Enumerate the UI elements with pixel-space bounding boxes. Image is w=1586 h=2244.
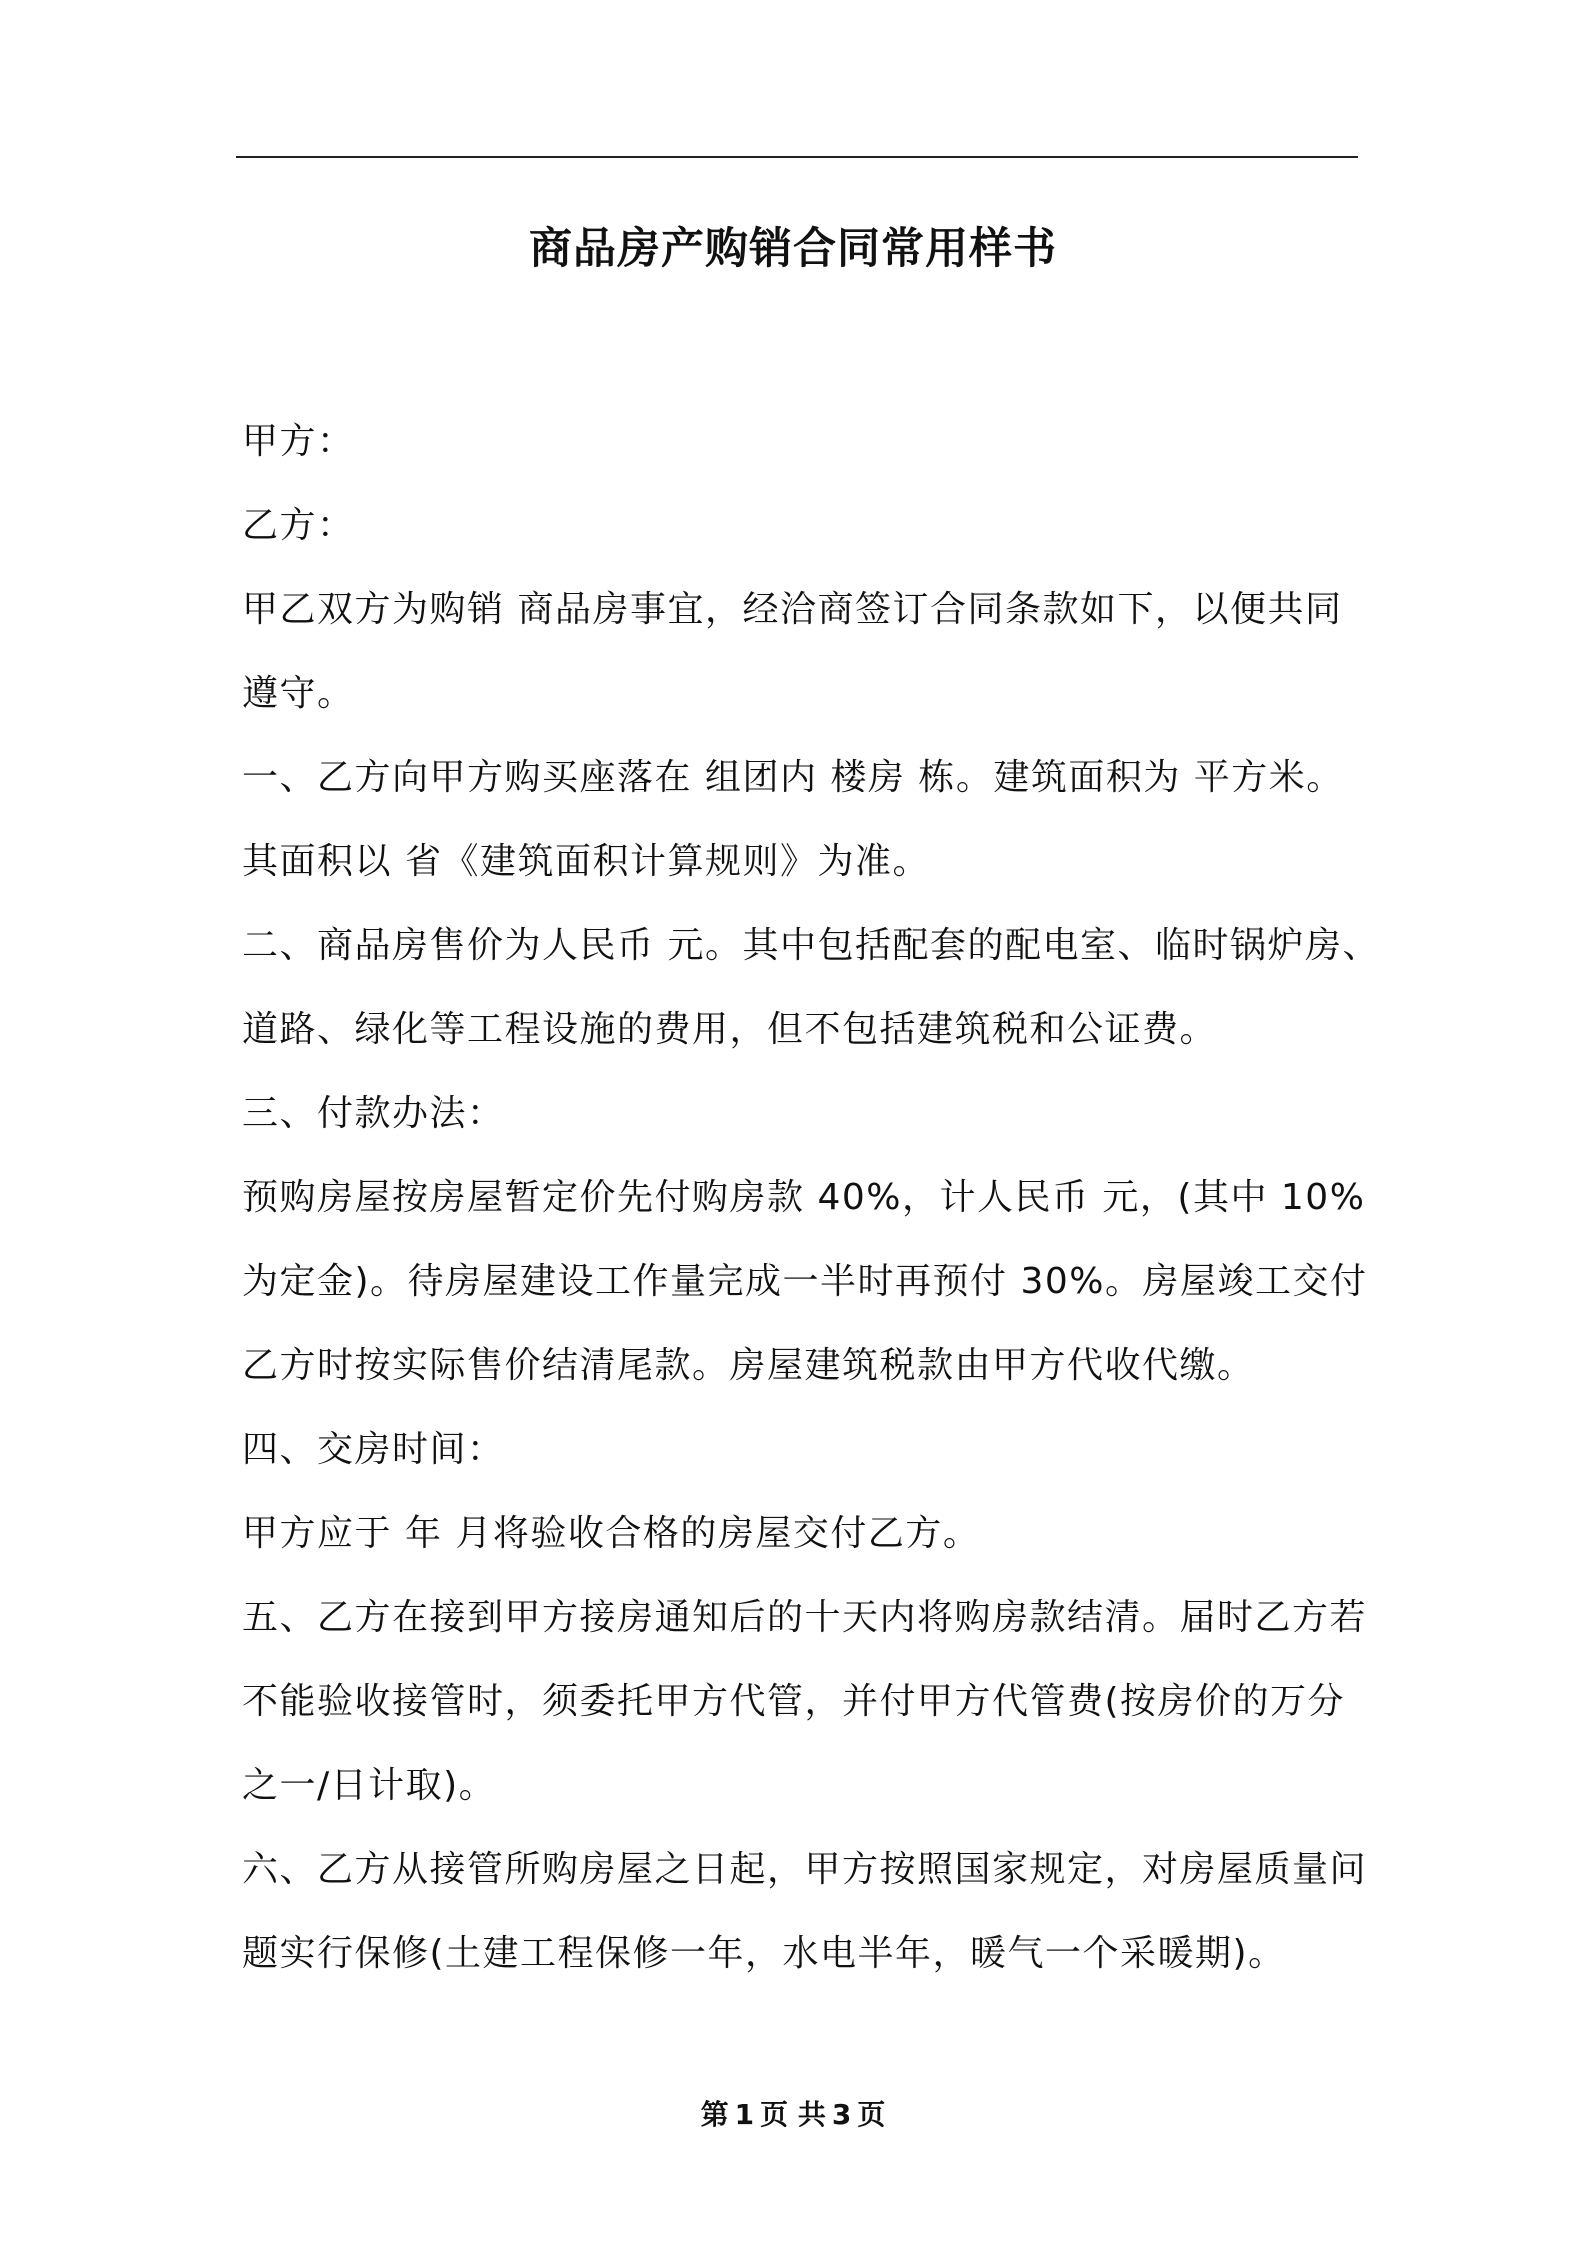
- clause-5-line-3: 之一/日计取)。: [242, 1765, 497, 1806]
- footer-total-pages: 3: [831, 2098, 852, 2131]
- clause-3-heading: 三、付款办法：: [242, 1093, 505, 1134]
- party-a-line: 甲方：: [242, 421, 355, 462]
- footer-prefix: 第: [700, 2098, 729, 2131]
- preamble-line-1: 甲乙双方为购销 商品房事宜，经洽商签订合同条款如下，以便共同: [242, 589, 1343, 630]
- footer-current-page: 1: [734, 2098, 755, 2131]
- clause-3-line-2: 为定金)。待房屋建设工作量完成一半时再预付 30%。房屋竣工交付: [242, 1261, 1368, 1302]
- clause-2-line-1: 二、商品房售价为人民币 元。其中包括配套的配电室、临时锅炉房、: [242, 925, 1380, 966]
- clause-4-heading: 四、交房时间：: [242, 1429, 505, 1470]
- clause-5-line-2: 不能验收接管时，须委托甲方代管，并付甲方代管费(按房价的万分: [242, 1681, 1346, 1722]
- page-number-footer: [0, 2090, 1586, 2140]
- clause-1-line-1: 一、乙方向甲方购买座落在 组团内 楼房 栋。建筑面积为 平方米。: [242, 757, 1344, 798]
- party-b-line: 乙方：: [242, 505, 355, 546]
- clause-1-line-2: 其面积以 省《建筑面积计算规则》为准。: [242, 841, 930, 882]
- clause-6-line-2: 题实行保修(土建工程保修一年，水电半年，暖气一个采暖期)。: [242, 1933, 1286, 1974]
- footer-middle: 页 共: [760, 2098, 826, 2131]
- clause-6-line-1: 六、乙方从接管所购房屋之日起，甲方按照国家规定，对房屋质量问: [242, 1849, 1368, 1890]
- clause-4-line-1: 甲方应于 年 月将验收合格的房屋交付乙方。: [242, 1513, 981, 1554]
- footer-suffix: 页: [857, 2098, 886, 2131]
- clause-3-line-3: 乙方时按实际售价结清尾款。房屋建筑税款由甲方代收代缴。: [242, 1345, 1255, 1386]
- clause-5-line-1: 五、乙方在接到甲方接房通知后的十天内将购房款结清。届时乙方若: [242, 1597, 1368, 1638]
- clause-2-line-2: 道路、绿化等工程设施的费用，但不包括建筑税和公证费。: [242, 1009, 1218, 1050]
- document-title: 商品房产购销合同常用样书: [529, 224, 1057, 274]
- header-rule: [236, 156, 1358, 158]
- clause-3-line-1: 预购房屋按房屋暂定价先付购房款 40%，计人民币 元，(其中 10%: [242, 1177, 1366, 1218]
- preamble-line-2: 遵守。: [242, 673, 355, 714]
